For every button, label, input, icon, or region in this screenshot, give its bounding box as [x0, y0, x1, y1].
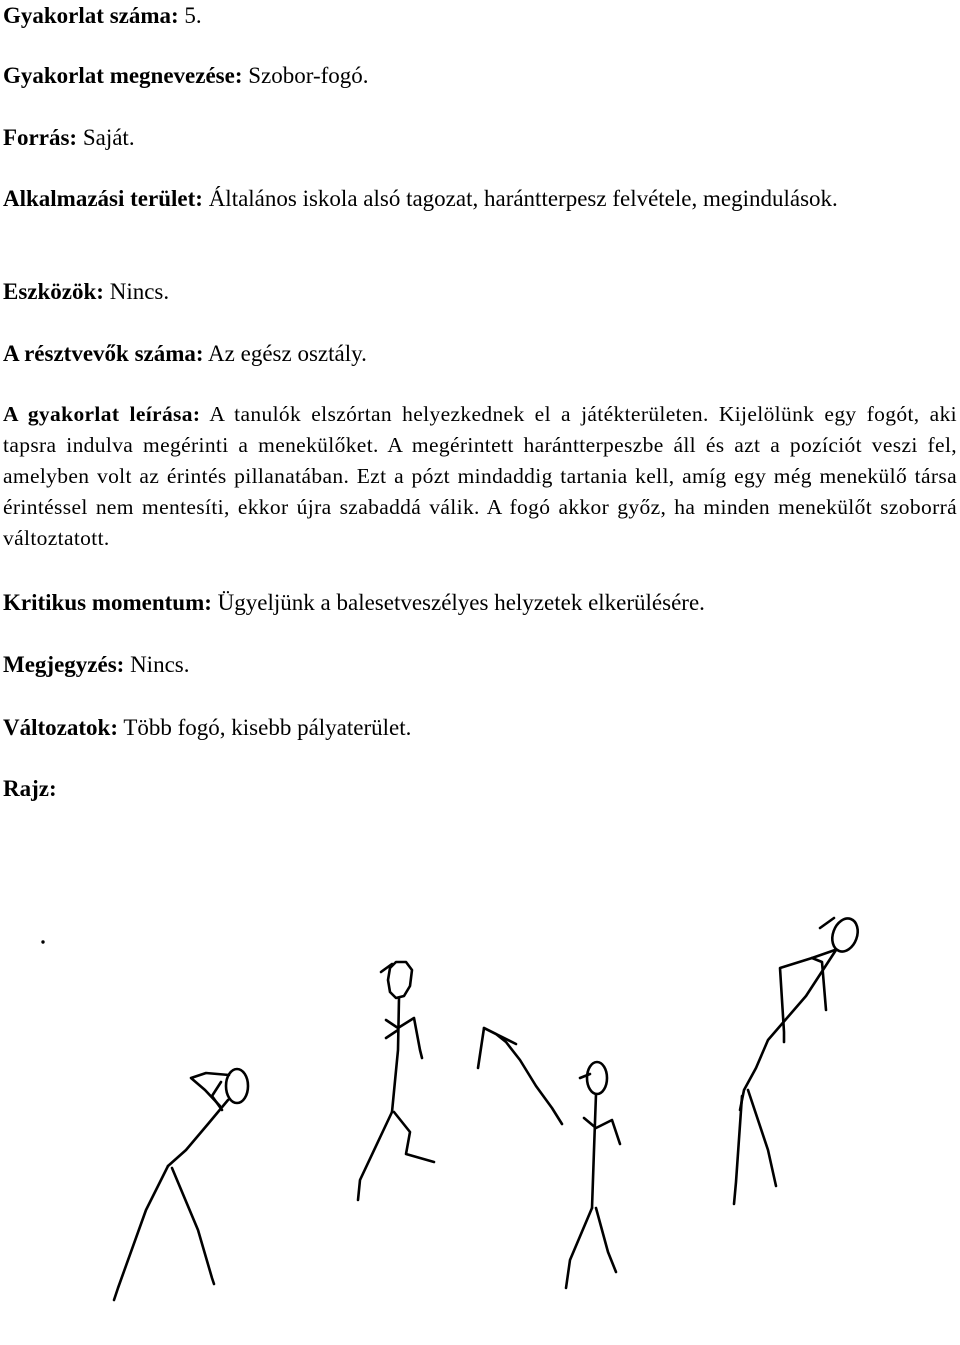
walking-figure: [566, 1062, 620, 1288]
arms: [584, 1118, 620, 1144]
field-note: [3, 649, 957, 680]
head: [388, 962, 412, 998]
label-drawing: Rajz:: [3, 776, 57, 801]
label-variants: Változatok:: [3, 715, 118, 740]
field-exercise-number: [3, 0, 957, 31]
cap: [580, 1074, 590, 1078]
value-equipment: Nincs.: [109, 279, 170, 304]
value-exercise-name: Szobor-fogó.: [248, 63, 369, 88]
value-exercise-number: 5.: [184, 3, 202, 28]
label-source: Forrás:: [3, 125, 78, 150]
label-description: A gyakorlat leírása:: [3, 402, 201, 426]
body: [592, 1094, 596, 1208]
leg-back: [358, 1112, 392, 1200]
running-figure: [358, 962, 434, 1200]
label-participants: A résztvevők száma:: [3, 341, 204, 366]
field-application-area: [3, 183, 957, 214]
bent-over-figure: [114, 1069, 248, 1300]
body: [740, 950, 836, 1110]
arm-over-head: [191, 1073, 229, 1106]
field-critical-moment: [3, 587, 957, 618]
label-exercise-number: Gyakorlat száma:: [3, 3, 179, 28]
leg-front: [394, 1112, 434, 1162]
value-source: Saját.: [82, 125, 135, 150]
body: [392, 998, 399, 1112]
value-variants: Több fogó, kisebb pályaterület.: [123, 715, 412, 740]
cap: [820, 918, 834, 928]
label-exercise-name: Gyakorlat megnevezése:: [3, 63, 243, 88]
leg-front: [596, 1208, 616, 1272]
value-application-area: Általános iskola alsó tagozat, harántterpesz felvétele, megindulások.: [208, 186, 838, 211]
label-equipment: Eszközök:: [3, 279, 104, 304]
stick-figure-drawing: [0, 900, 960, 1345]
label-note: Megjegyzés:: [3, 652, 125, 677]
head: [587, 1062, 607, 1094]
arms: [386, 1018, 422, 1058]
arm-front: [212, 1082, 222, 1110]
arrow-shaft: [484, 1028, 562, 1124]
leg-back: [114, 1166, 168, 1300]
field-description: [3, 399, 957, 554]
leg-front: [748, 1090, 776, 1186]
leg-front: [172, 1168, 214, 1284]
arm-back: [386, 1030, 398, 1038]
statue-figure: [734, 915, 862, 1204]
label-application-area: Alkalmazási terület:: [3, 186, 203, 211]
field-equipment: [3, 276, 957, 307]
field-exercise-name: [3, 60, 957, 91]
field-drawing: [3, 773, 957, 804]
value-critical-moment: Ügyeljünk a balesetveszélyes helyzetek elkerülésére.: [217, 590, 705, 615]
value-note: Nincs.: [130, 652, 190, 677]
leg-back: [566, 1208, 592, 1288]
field-participants: [3, 338, 957, 369]
movement-arrow: [478, 1028, 562, 1124]
stray-dot: [42, 941, 44, 943]
body: [168, 1100, 228, 1166]
leg-back: [734, 1096, 742, 1204]
head: [828, 915, 862, 955]
field-source: [3, 122, 957, 153]
value-description: A tanulók elszórtan helyezkednek el a játékterületen. Kijelölünk egy fogót, aki tapsra indulva megérinti a menekülőket. A megérintett harántterpeszbe áll és azt a pozíciót veszi fel, amelyben volt az érintés pillanatában. Ezt a pózt mindaddig tartania kell, amíg egy még menekülő társa érintéssel nem mentesíti, ekkor újra szabaddá válik. A fogó akkor győz, ha minden menekülőt szoborrá változtatott.: [3, 402, 957, 550]
label-critical-moment: Kritikus momentum:: [3, 590, 212, 615]
value-participants: Az egész osztály.: [208, 341, 367, 366]
field-variants: [3, 712, 957, 743]
